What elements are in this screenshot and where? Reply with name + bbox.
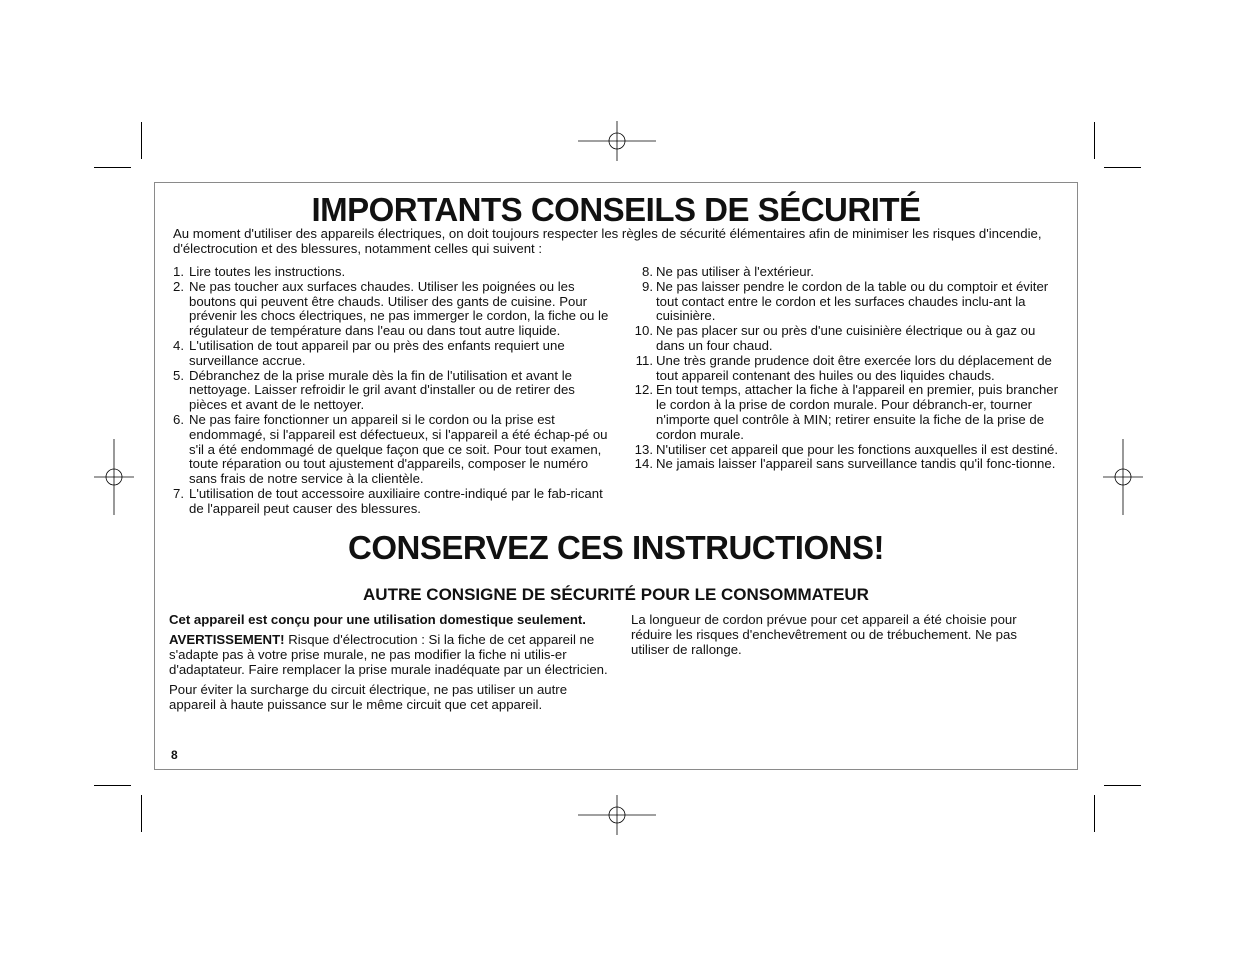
consumer-column-left xyxy=(169,612,609,717)
list-item xyxy=(633,457,1065,472)
cord-paragraph: La longueur de cordon prévue pour cet appareil a été choisie pour réduire les risques d'enchevêtrement ou de trébuchement. Ne pas utiliser de rallonge. xyxy=(631,612,1017,657)
item-text: Débranchez de la prise murale dès la fin de l'utilisation et avant le nettoyage. Laisser refroidir le gril avant d'installer ou de retirer des pièces et avant de le nettoyer. xyxy=(189,367,575,413)
intro-paragraph: Au moment d'utiliser des appareils électriques, on doit toujours respecter les règles de sécurité élémentaires afin de minimiser les risques d'incendie, d'électrocution et des blessures, notamment celles qui suivent : xyxy=(173,226,1042,256)
item-text: En tout temps, attacher la fiche à l'appareil en premier, puis brancher le cordon à la prise de cordon murale. Pour débranch-er, tourner n'importe quel contrôle à MIN; retirer ensuite la fiche de la prise de cordon murale. xyxy=(656,382,1059,442)
item-text: Ne pas faire fonctionner un appareil si le cordon ou la prise est endommagé, si l'appareil est défectueux, si l'appareil a été échap-pé ou s'il a été endommagé de quelque façon que ce soit. Pour tout examen, toute réparation ou tout ajustement d'appareils, composer le numéro sans frais de notre service à la clientèle. xyxy=(189,411,608,487)
list-item xyxy=(633,383,1065,442)
item-number: 13. xyxy=(634,441,653,457)
registration-mark-right xyxy=(1103,439,1143,515)
overload-paragraph: Pour éviter la surcharge du circuit électrique, ne pas utiliser un autre appareil à haute puissance sur le même circuit que cet appareil. xyxy=(169,682,568,712)
household-note: Cet appareil est conçu pour une utilisation domestique seulement. xyxy=(169,612,586,627)
item-text: N'utiliser cet appareil que pour les fonctions auxquelles il est destiné. xyxy=(656,441,1059,457)
item-number: 9. xyxy=(642,278,653,294)
item-number: 1. xyxy=(173,264,184,279)
crop-mark xyxy=(141,795,142,832)
item-number: 7. xyxy=(173,485,184,501)
registration-mark-left xyxy=(94,439,134,515)
item-number: 10. xyxy=(634,323,653,339)
list-item xyxy=(633,280,1065,324)
crop-mark xyxy=(94,785,131,786)
item-text: L'utilisation de tout accessoire auxiliaire contre-indiqué par le fab-ricant de l'appareil peut causer des blessures. xyxy=(189,485,603,516)
item-number: 8. xyxy=(642,264,653,279)
crop-mark xyxy=(94,167,131,168)
list-item xyxy=(633,443,1065,458)
safety-list-left xyxy=(173,265,613,517)
item-number: 14. xyxy=(634,456,653,472)
registration-mark-top xyxy=(578,121,656,161)
crop-mark xyxy=(141,122,142,159)
page-title: IMPORTANTS CONSEILS DE SÉCURITÉ xyxy=(311,191,921,228)
item-number: 5. xyxy=(173,367,184,383)
save-instructions-title: CONSERVEZ CES INSTRUCTIONS! xyxy=(348,529,884,566)
list-item xyxy=(633,354,1065,384)
list-item xyxy=(173,369,613,413)
crop-mark xyxy=(1104,785,1141,786)
item-text: Une très grande prudence doit être exercée lors du déplacement de tout appareil contenant des huiles ou des liquides chauds. xyxy=(656,352,1052,383)
consumer-column-right xyxy=(631,612,1056,662)
list-item xyxy=(633,324,1065,354)
item-text: Ne pas laisser pendre le cordon de la table ou du comptoir et éviter tout contact entre le cordon et les surfaces chaudes inclu-ant la cuisinière. xyxy=(656,278,1049,324)
registration-mark-bottom xyxy=(578,795,656,835)
item-text: Lire toutes les instructions. xyxy=(189,264,346,279)
consumer-safety-subtitle: AUTRE CONSIGNE DE SÉCURITÉ POUR LE CONSOMMATEUR xyxy=(363,585,869,604)
item-number: 6. xyxy=(173,411,184,427)
safety-page-frame xyxy=(154,182,1078,770)
list-item xyxy=(173,413,613,487)
item-text: Ne pas toucher aux surfaces chaudes. Utiliser les poignées ou les boutons qui peuvent être chauds. Utiliser des gants de cuisine. Pour prévenir les chocs électriques, ne pas immerger le cordon, la fiche ou le régulateur de température dans l'eau ou dans tout autre liquide. xyxy=(189,278,609,339)
item-number: 2. xyxy=(173,278,184,294)
item-text: Ne jamais laisser l'appareil sans surveillance tandis qu'il fonc-tionne. xyxy=(656,456,1056,472)
warning-paragraph xyxy=(169,632,609,677)
item-number: 4. xyxy=(173,337,184,353)
list-item xyxy=(173,280,613,339)
crop-mark xyxy=(1094,795,1095,832)
list-item xyxy=(173,265,613,280)
list-item xyxy=(173,487,613,517)
item-text: Ne pas utiliser à l'extérieur. xyxy=(656,264,814,279)
item-text: Ne pas placer sur ou près d'une cuisinière électrique ou à gaz ou dans un four chaud. xyxy=(656,323,1036,353)
warning-text: Risque d'électrocution : Si la fiche de cet appareil ne s'adapte pas à votre prise murale, ne pas modifier la fiche ni utilis-er d'adaptateur. Faire remplacer la prise murale inadéquate par un électricien. xyxy=(169,632,608,677)
page-number: 8 xyxy=(171,748,178,762)
safety-list-right xyxy=(633,265,1065,472)
list-item xyxy=(173,339,613,369)
warning-label: AVERTISSEMENT! xyxy=(169,632,285,647)
crop-mark xyxy=(1104,167,1141,168)
item-text: L'utilisation de tout appareil par ou près des enfants requiert une surveillance accrue. xyxy=(189,337,565,368)
crop-mark xyxy=(1094,122,1095,159)
item-number: 12. xyxy=(634,382,653,398)
item-number: 11. xyxy=(635,352,653,368)
list-item xyxy=(633,265,1065,280)
